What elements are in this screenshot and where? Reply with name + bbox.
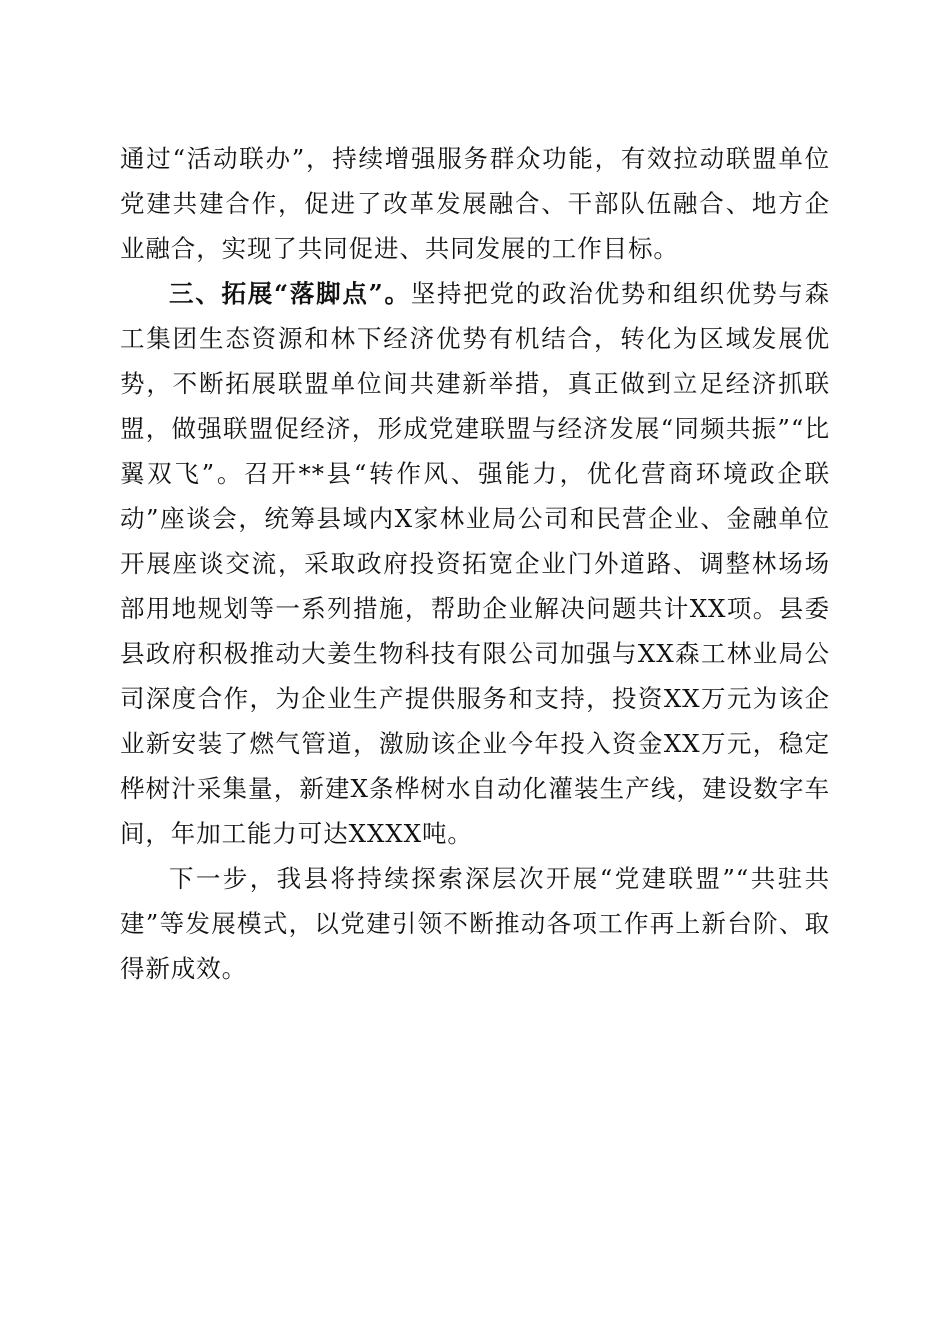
paragraph-text: 通过“活动联办”，持续增强服务群众功能，有效拉动联盟单位党建共建合作，促进了改革发展融合、干部队伍融合、地方企业融合，实现了共同促进、共同发展的工作目标。 xyxy=(120,144,830,263)
paragraph-text: 坚持把党的政治优势和组织优势与森工集团生态资源和林下经济优势有机结合，转化为区域发展优势，不断拓展联盟单位间共建新举措，真正做到立足经济抓联盟，做强联盟促经济，形成党建联盟与经济发展“同频共振”“比翼双飞”。召开**县“转作风、强能力，优化营商环境政企联动”座谈会，统筹县域内X家林业局公司和民营企业、金融单位开展座谈交流，采取政府投资拓宽企业门外道路、调整林场场部用地规划等一系列措施，帮助企业解决问题共计XX项。县委县政府积极推动大姜生物科技有限公司加强与XX森工林业局公司深度合作，为企业生产提供服务和支持，投资XX万元为该企业新安装了燃气管道，激励该企业今年投入资金XX万元，稳定桦树汁采集量，新建X条桦树水自动化灌装生产线，建设数字车间，年加工能力可达XXXX吨。 xyxy=(120,279,830,848)
paragraph-section-three xyxy=(120,271,830,856)
document-body xyxy=(120,136,830,991)
paragraph-text: 下一步，我县将持续探索深层次开展“党建联盟”“共驻共建”等发展模式，以党建引领不断推动各项工作再上新台阶、取得新成效。 xyxy=(120,864,830,983)
paragraph-next-steps xyxy=(120,856,830,991)
section-heading: 三、拓展“落脚点”。 xyxy=(169,279,411,308)
paragraph-continuation xyxy=(120,136,830,271)
